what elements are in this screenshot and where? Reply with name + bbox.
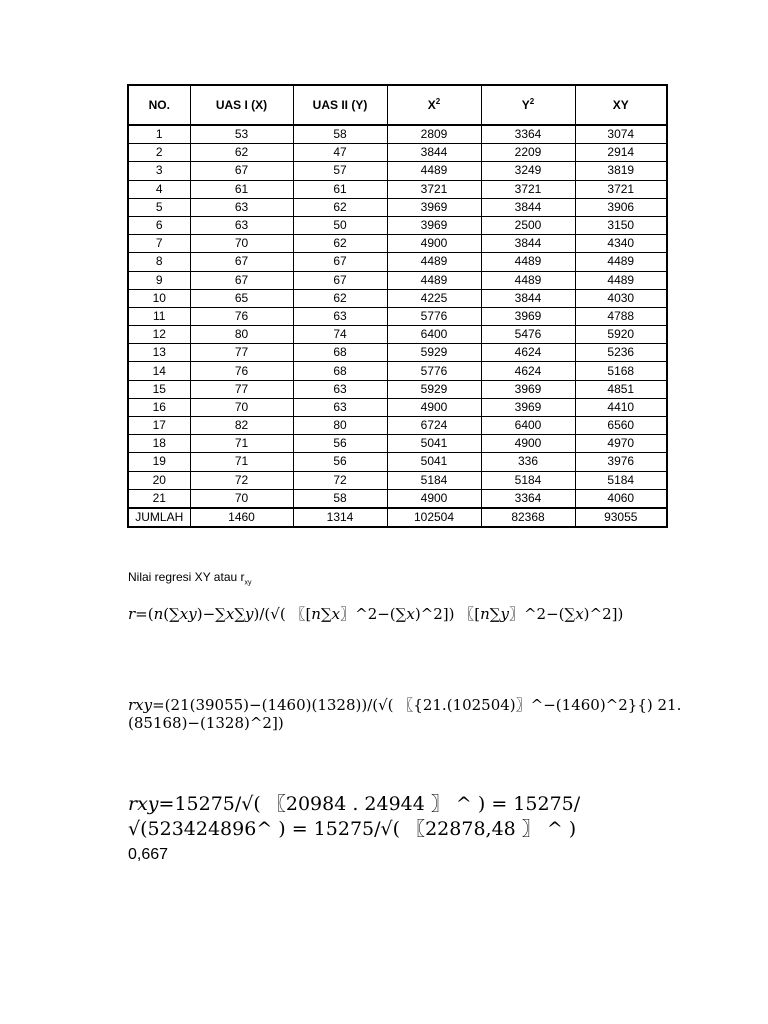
table-cell: 62 — [190, 144, 293, 162]
table-cell: 76 — [190, 362, 293, 380]
table-row — [128, 198, 667, 216]
table-row — [128, 398, 667, 416]
table-cell: 14 — [128, 362, 190, 380]
table-cell: 3844 — [481, 198, 575, 216]
total-cell: 1314 — [293, 508, 387, 527]
table-cell: 4225 — [387, 289, 481, 307]
table-cell: 3 — [128, 162, 190, 180]
table-cell: 9 — [128, 271, 190, 289]
table-cell: 63 — [293, 398, 387, 416]
table-cell: 3969 — [481, 398, 575, 416]
table-cell: 68 — [293, 362, 387, 380]
table-cell: 65 — [190, 289, 293, 307]
table-row — [128, 235, 667, 253]
table-row — [128, 380, 667, 398]
table-row — [128, 289, 667, 307]
table-cell: 67 — [190, 253, 293, 271]
table-cell: 71 — [190, 453, 293, 471]
table-cell: 5041 — [387, 435, 481, 453]
table-cell: 3969 — [481, 380, 575, 398]
table-cell: 4489 — [575, 253, 667, 271]
table-cell: 6724 — [387, 417, 481, 435]
table-cell: 4489 — [387, 253, 481, 271]
table-cell: 47 — [293, 144, 387, 162]
table-cell: 70 — [190, 235, 293, 253]
table-cell: 5236 — [575, 344, 667, 362]
table-cell: 72 — [293, 471, 387, 489]
table-row — [128, 307, 667, 325]
table-row — [128, 271, 667, 289]
table-row — [128, 125, 667, 144]
table-cell: 2500 — [481, 216, 575, 234]
table-cell: 3844 — [387, 144, 481, 162]
table-cell: 5776 — [387, 362, 481, 380]
table-row — [128, 144, 667, 162]
table-cell: 2209 — [481, 144, 575, 162]
table-cell: 63 — [293, 380, 387, 398]
simplified-formula: 𝑟𝑥𝑦=15275/√( 〖20984 . 24944 〗 ^ ) = 15275/√(523424896^ ) = 15275/√( 〖22878,48 〗 ^ ) — [128, 793, 581, 840]
table-cell: 80 — [190, 326, 293, 344]
table-cell: 3150 — [575, 216, 667, 234]
table-cell: 4489 — [387, 271, 481, 289]
table-cell: 4788 — [575, 307, 667, 325]
table-cell: 71 — [190, 435, 293, 453]
table-cell: 70 — [190, 489, 293, 508]
column-header: UAS I (X) — [190, 85, 293, 125]
table-cell: 3844 — [481, 235, 575, 253]
table-cell: 72 — [190, 471, 293, 489]
table-cell: 80 — [293, 417, 387, 435]
table-cell: 12 — [128, 326, 190, 344]
table-cell: 4340 — [575, 235, 667, 253]
table-cell: 4030 — [575, 289, 667, 307]
table-cell: 16 — [128, 398, 190, 416]
table-cell: 4489 — [481, 271, 575, 289]
table-cell: 3721 — [575, 180, 667, 198]
table-cell: 13 — [128, 344, 190, 362]
table-cell: 15 — [128, 380, 190, 398]
table-cell: 5041 — [387, 453, 481, 471]
regression-label: Nilai regresi XY atau $r_{xy}$ — [128, 570, 252, 587]
table-cell: 4970 — [575, 435, 667, 453]
table-cell: 5476 — [481, 326, 575, 344]
table-cell: 5920 — [575, 326, 667, 344]
total-cell: 1460 — [190, 508, 293, 527]
table-cell: 7 — [128, 235, 190, 253]
table-cell: 4900 — [481, 435, 575, 453]
table-total-row — [128, 508, 667, 527]
table-cell: 6560 — [575, 417, 667, 435]
table-cell: 4624 — [481, 344, 575, 362]
table-row — [128, 344, 667, 362]
table-cell: 5184 — [387, 471, 481, 489]
table-cell: 2809 — [387, 125, 481, 144]
table-cell: 77 — [190, 380, 293, 398]
table-cell: 61 — [293, 180, 387, 198]
table-cell: 17 — [128, 417, 190, 435]
column-header: $Y^2$ — [481, 85, 575, 125]
table-cell: 57 — [293, 162, 387, 180]
total-cell: JUMLAH — [128, 508, 190, 527]
table-cell: 6400 — [481, 417, 575, 435]
substituted-formula: 𝑟𝑥𝑦=(21(39055)−(1460)(1328))/(√( 〖{21.(102504)〗^−(1460)^2}{) 21.(85168)−(1328)^2]) — [128, 696, 682, 732]
table-row — [128, 435, 667, 453]
table-cell: 4900 — [387, 235, 481, 253]
table-row — [128, 489, 667, 508]
table-cell: 68 — [293, 344, 387, 362]
table-cell: 3364 — [481, 489, 575, 508]
table-cell: 62 — [293, 198, 387, 216]
table-row — [128, 180, 667, 198]
table-cell: 5184 — [481, 471, 575, 489]
table-cell: 58 — [293, 125, 387, 144]
table-row — [128, 417, 667, 435]
table-cell: 74 — [293, 326, 387, 344]
table-cell: 4060 — [575, 489, 667, 508]
column-header: NO. — [128, 85, 190, 125]
table-row — [128, 362, 667, 380]
table-cell: 3976 — [575, 453, 667, 471]
table-row — [128, 453, 667, 471]
table-cell: 5929 — [387, 380, 481, 398]
table-cell: 2 — [128, 144, 190, 162]
table-cell: 62 — [293, 289, 387, 307]
table-cell: 56 — [293, 453, 387, 471]
table-cell: 5184 — [575, 471, 667, 489]
general-formula: 𝑟=(𝑛(∑𝑥𝑦)−∑𝑥∑𝑦)/(√( 〖[𝑛∑𝑥〗^2−(∑𝑥)^2]) 〖[𝑛∑𝑦〗^2−(∑𝑥)^2]) — [128, 605, 624, 623]
table-cell: 76 — [190, 307, 293, 325]
table-cell: 4624 — [481, 362, 575, 380]
table-cell: 18 — [128, 435, 190, 453]
table-cell: 5929 — [387, 344, 481, 362]
table-cell: 5776 — [387, 307, 481, 325]
table-cell: 63 — [190, 198, 293, 216]
table-cell: 4410 — [575, 398, 667, 416]
total-cell: 82368 — [481, 508, 575, 527]
table-cell: 67 — [190, 162, 293, 180]
table-cell: 4900 — [387, 489, 481, 508]
data-table — [127, 84, 668, 528]
table-cell: 62 — [293, 235, 387, 253]
column-header: UAS II (Y) — [293, 85, 387, 125]
table-cell: 77 — [190, 344, 293, 362]
table-cell: 3819 — [575, 162, 667, 180]
table-cell: 58 — [293, 489, 387, 508]
table-cell: 6400 — [387, 326, 481, 344]
table-cell: 10 — [128, 289, 190, 307]
table-row — [128, 326, 667, 344]
table-cell: 20 — [128, 471, 190, 489]
table-cell: 5168 — [575, 362, 667, 380]
regression-label-subscript: xy — [244, 579, 252, 587]
table-cell: 8 — [128, 253, 190, 271]
table-cell: 4489 — [387, 162, 481, 180]
table-cell: 336 — [481, 453, 575, 471]
table-cell: 3721 — [481, 180, 575, 198]
table-cell: 19 — [128, 453, 190, 471]
table-cell: 4900 — [387, 398, 481, 416]
table-cell: 6 — [128, 216, 190, 234]
column-header: $X^2$ — [387, 85, 481, 125]
table-cell: 3074 — [575, 125, 667, 144]
table-row — [128, 253, 667, 271]
table-cell: 3969 — [387, 216, 481, 234]
table-cell: 61 — [190, 180, 293, 198]
table-cell: 3844 — [481, 289, 575, 307]
table-cell: 82 — [190, 417, 293, 435]
table-cell: 1 — [128, 125, 190, 144]
table-cell: 50 — [293, 216, 387, 234]
table-cell: 4 — [128, 180, 190, 198]
table-cell: 3969 — [387, 198, 481, 216]
table-cell: 3249 — [481, 162, 575, 180]
table-cell: 4851 — [575, 380, 667, 398]
total-cell: 102504 — [387, 508, 481, 527]
table-row — [128, 471, 667, 489]
table-cell: 67 — [293, 271, 387, 289]
table-cell: 67 — [190, 271, 293, 289]
table-cell: 70 — [190, 398, 293, 416]
table-row — [128, 216, 667, 234]
table-row — [128, 162, 667, 180]
table-cell: 56 — [293, 435, 387, 453]
table-cell: 63 — [190, 216, 293, 234]
table-cell: 67 — [293, 253, 387, 271]
table-cell: 4489 — [481, 253, 575, 271]
table-cell: 3969 — [481, 307, 575, 325]
table-body — [128, 125, 667, 527]
total-cell: 93055 — [575, 508, 667, 527]
table-cell: 11 — [128, 307, 190, 325]
table-cell: 3364 — [481, 125, 575, 144]
table-cell: 2914 — [575, 144, 667, 162]
table-cell: 3721 — [387, 180, 481, 198]
table-cell: 5 — [128, 198, 190, 216]
result-value: 0,667 — [128, 846, 169, 863]
column-header: XY — [575, 85, 667, 125]
table-cell: 3906 — [575, 198, 667, 216]
table-cell: 53 — [190, 125, 293, 144]
table-cell: 4489 — [575, 271, 667, 289]
table-cell: 63 — [293, 307, 387, 325]
table-cell: 21 — [128, 489, 190, 508]
table-header-row — [128, 85, 667, 125]
